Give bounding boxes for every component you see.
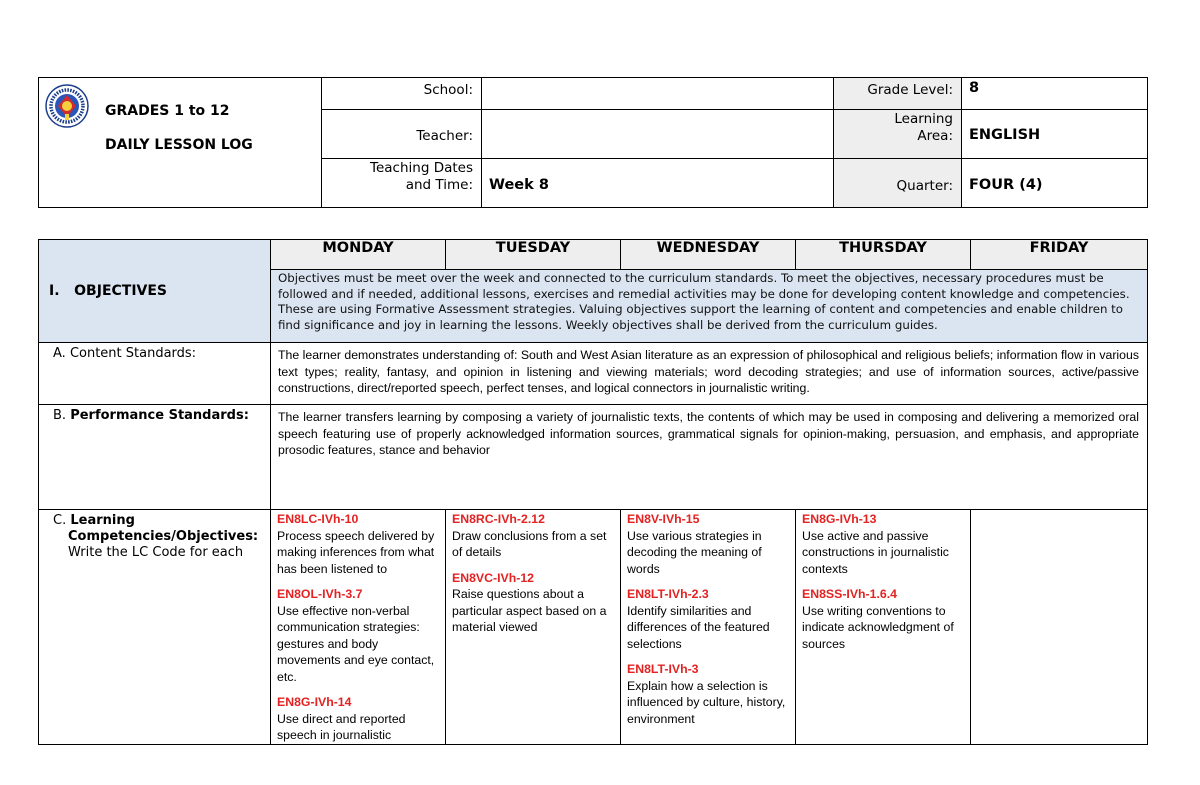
- learning-competencies-label: C. Learning Competencies/Objectives: Write the LC Code for each: [39, 510, 271, 745]
- lc-description: Identify similarities and differences of the featured selections: [627, 603, 770, 651]
- competencies-tuesday[interactable]: [446, 510, 621, 745]
- deped-seal-icon: [45, 84, 89, 128]
- lesson-log-header: [38, 77, 1148, 208]
- day-header-tuesday: TUESDAY: [446, 240, 621, 270]
- header-title-line2: DAILY LESSON LOG: [105, 137, 253, 153]
- lc-description: Use effective non-verbal communication strategies: gestures and body movements and eye contact, etc.: [277, 603, 435, 684]
- teacher-field[interactable]: [482, 110, 834, 158]
- performance-standards-label: B. Performance Standards:: [39, 405, 271, 510]
- lc-description: Raise questions about a particular aspect based on a material viewed: [452, 587, 607, 634]
- learning-area-field[interactable]: ENGLISH: [962, 110, 1148, 158]
- day-header-monday: MONDAY: [271, 240, 446, 270]
- learning-area-label: Learning Area:: [834, 110, 962, 158]
- lc-code: EN8LT-IVh-2.3: [627, 587, 709, 601]
- grade-level-label: Grade Level:: [834, 78, 962, 110]
- competencies-thursday[interactable]: [796, 510, 971, 745]
- lc-code: EN8SS-IVh-1.6.4: [802, 587, 897, 601]
- header-title-cell: [39, 78, 322, 208]
- header-title-line1: GRADES 1 to 12: [105, 103, 230, 119]
- teacher-label: Teacher:: [322, 110, 482, 158]
- content-standards-label: A. Content Standards:: [39, 343, 271, 405]
- lc-description: Explain how a selection is influenced by culture, history, environment: [627, 678, 786, 726]
- competencies-monday[interactable]: [271, 510, 446, 745]
- day-header-wednesday: WEDNESDAY: [621, 240, 796, 270]
- competencies-wednesday[interactable]: [621, 510, 796, 745]
- school-label: School:: [322, 78, 482, 110]
- lc-description: Process speech delivered by making inferences from what has been listened to: [277, 528, 435, 576]
- lesson-log-table: [38, 239, 1148, 745]
- lc-description: Use writing conventions to indicate acknowledgment of sources: [802, 603, 954, 651]
- objectives-text: Objectives must be meet over the week and connected to the curriculum standards. To meet the objectives, necessary procedures must be followed and if needed, additional lessons, exercises and remedial activities may be done for developing content knowledge and competencies. These are using Formative Assessment strategies. Valuing objectives support the learning of content and competencies and enable children to find significance and joy in learning the lessons. Weekly objectives shall be derived from the curriculum guides.: [271, 270, 1148, 343]
- grade-level-field[interactable]: 8: [962, 78, 1148, 110]
- lc-code: EN8OL-IVh-3.7: [277, 587, 363, 601]
- teaching-dates-field[interactable]: Week 8: [482, 158, 834, 207]
- day-header-thursday: THURSDAY: [796, 240, 971, 270]
- quarter-label: Quarter:: [834, 158, 962, 207]
- objectives-heading: I. OBJECTIVES: [39, 240, 271, 343]
- day-header-friday: FRIDAY: [971, 240, 1148, 270]
- lc-code: EN8V-IVh-15: [627, 512, 700, 526]
- competencies-friday[interactable]: [971, 510, 1148, 745]
- teaching-dates-label: Teaching Dates and Time:: [322, 158, 482, 207]
- lc-code: EN8VC-IVh-12: [452, 570, 535, 585]
- lc-code: EN8RC-IVh-2.12: [452, 512, 545, 526]
- quarter-field[interactable]: FOUR (4): [962, 158, 1148, 207]
- school-field[interactable]: [482, 78, 834, 110]
- lc-code: EN8LC-IVh-10: [277, 512, 359, 526]
- content-standards-text: The learner demonstrates understanding of: South and West Asian literature as an expression of philosophical and religious beliefs; information flow in various text types; reality, fantasy, and opinion in listening and viewing materials; word decoding strategies; and use of information sources, active/passive constructions, direct/reported speech, perfect tenses, and logical connectors in journalistic writing.: [271, 343, 1148, 405]
- lc-code: EN8G-IVh-13: [802, 512, 877, 526]
- lc-description: Draw conclusions from a set of details: [452, 528, 607, 559]
- lc-description: Use various strategies in decoding the meaning of words: [627, 528, 762, 576]
- lc-description: Use active and passive constructions in journalistic contexts: [802, 528, 949, 576]
- lc-description: Use direct and reported speech in journalistic: [277, 711, 406, 742]
- lc-code: EN8LT-IVh-3: [627, 662, 699, 676]
- lc-code: EN8G-IVh-14: [277, 695, 352, 709]
- performance-standards-text: The learner transfers learning by composing a variety of journalistic texts, the contents of which may be used in composing and delivering a memorized oral speech featuring use of properly acknowledged information sources, grammatical signals for opinion-making, persuasion, and emphasis, and appropriate prosodic features, stance and behavior: [271, 405, 1148, 510]
